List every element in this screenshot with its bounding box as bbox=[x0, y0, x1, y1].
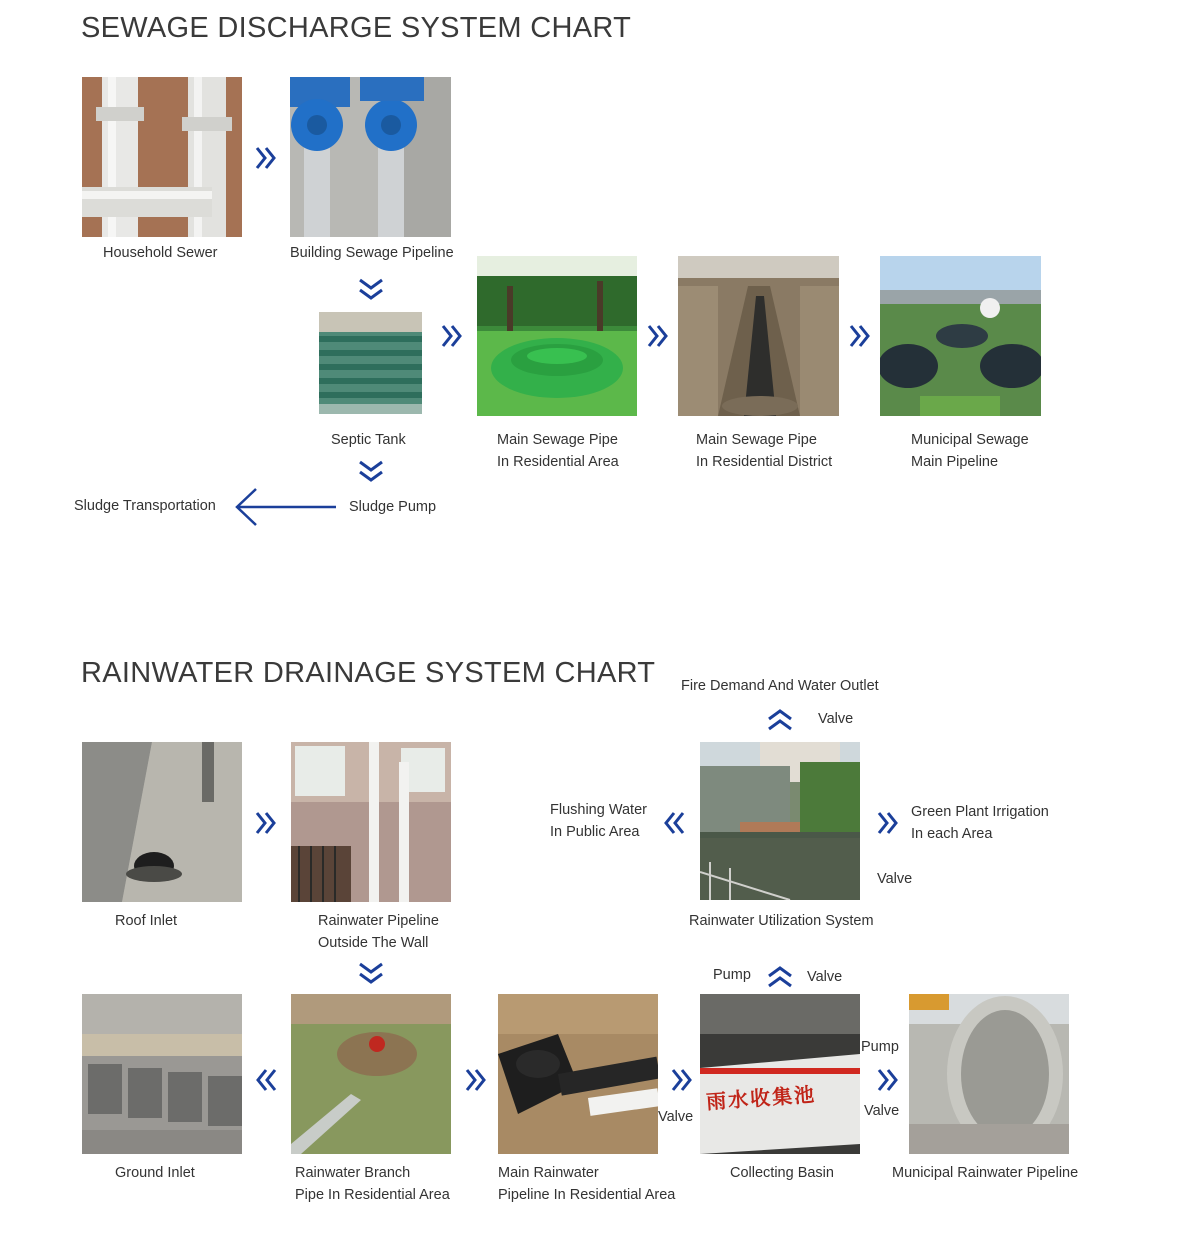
green-irrigation-label-1: Green Plant Irrigation bbox=[911, 804, 1049, 820]
main-sewage-pipe-district-photo bbox=[678, 256, 839, 416]
double-chevron-right-icon bbox=[462, 1066, 490, 1094]
valve-top-label: Valve bbox=[818, 711, 854, 727]
valve-basin-left-label: Valve bbox=[658, 1109, 694, 1125]
double-chevron-right-icon bbox=[252, 809, 280, 837]
main-rain-label-2: Pipeline In Residential Area bbox=[498, 1187, 676, 1203]
municipal-sewage-photo bbox=[880, 256, 1041, 416]
sewage-title: SEWAGE DISCHARGE SYSTEM CHART bbox=[81, 12, 632, 44]
double-chevron-right-icon bbox=[644, 322, 672, 350]
septic-tank-photo bbox=[319, 312, 422, 414]
main-pipe-area-label-2: In Residential Area bbox=[497, 454, 619, 470]
ground-inlet-photo bbox=[82, 994, 242, 1154]
main-rain-label-1: Main Rainwater bbox=[498, 1165, 599, 1181]
rainwater-utilization-photo bbox=[700, 742, 860, 900]
pipeline-outside-wall-photo bbox=[291, 742, 451, 902]
valve-right-label: Valve bbox=[877, 871, 913, 887]
flushing-label-2: In Public Area bbox=[550, 824, 640, 840]
fire-demand-label: Fire Demand And Water Outlet bbox=[681, 678, 879, 694]
long-arrow-left-icon bbox=[232, 486, 338, 528]
double-chevron-right-icon bbox=[668, 1066, 696, 1094]
flushing-label-1: Flushing Water bbox=[550, 802, 647, 818]
branch-label-2: Pipe In Residential Area bbox=[295, 1187, 450, 1203]
basin-sign-text: 雨水收集池 bbox=[705, 1082, 817, 1114]
double-chevron-down-icon bbox=[357, 276, 385, 304]
double-chevron-right-icon bbox=[438, 322, 466, 350]
branch-label-1: Rainwater Branch bbox=[295, 1165, 411, 1181]
pipeline-wall-label-2: Outside The Wall bbox=[318, 935, 429, 951]
municipal-rainwater-photo bbox=[909, 994, 1069, 1154]
main-sewage-pipe-area-photo bbox=[477, 256, 637, 416]
rainwater-branch-photo bbox=[291, 994, 451, 1154]
roof-inlet-photo bbox=[82, 742, 242, 902]
double-chevron-up-icon bbox=[766, 705, 794, 733]
double-chevron-down-icon bbox=[357, 458, 385, 486]
household-sewer-label: Household Sewer bbox=[103, 245, 218, 261]
collecting-basin-label: Collecting Basin bbox=[730, 1165, 834, 1181]
valve-mid-label: Valve bbox=[807, 969, 843, 985]
double-chevron-right-icon bbox=[874, 809, 902, 837]
building-pipeline-photo bbox=[290, 77, 451, 237]
roof-inlet-label: Roof Inlet bbox=[115, 913, 178, 929]
main-rainwater-pipeline-photo bbox=[498, 994, 658, 1154]
double-chevron-right-icon bbox=[846, 322, 874, 350]
pump-right-label: Pump bbox=[861, 1039, 899, 1055]
rainwater-title: RAINWATER DRAINAGE SYSTEM CHART bbox=[81, 657, 656, 689]
double-chevron-up-icon bbox=[766, 962, 794, 990]
sludge-transport-label: Sludge Transportation bbox=[74, 498, 216, 514]
double-chevron-right-icon bbox=[252, 144, 280, 172]
building-pipeline-label: Building Sewage Pipeline bbox=[290, 245, 454, 261]
utilization-label: Rainwater Utilization System bbox=[689, 913, 874, 929]
double-chevron-right-icon bbox=[874, 1066, 902, 1094]
pipeline-wall-label-1: Rainwater Pipeline bbox=[318, 913, 439, 929]
municipal-sewage-label-2: Main Pipeline bbox=[911, 454, 999, 470]
green-irrigation-label-2: In each Area bbox=[911, 826, 993, 842]
sludge-pump-label: Sludge Pump bbox=[349, 499, 437, 515]
main-pipe-district-label-2: In Residential District bbox=[696, 454, 833, 470]
septic-tank-label: Septic Tank bbox=[331, 432, 406, 448]
pump-mid-label: Pump bbox=[713, 967, 751, 983]
valve-right2-label: Valve bbox=[864, 1103, 900, 1119]
municipal-sewage-label-1: Municipal Sewage bbox=[911, 432, 1029, 448]
double-chevron-left-icon bbox=[660, 809, 688, 837]
double-chevron-down-icon bbox=[357, 960, 385, 988]
main-pipe-district-label-1: Main Sewage Pipe bbox=[696, 432, 817, 448]
municipal-rain-label: Municipal Rainwater Pipeline bbox=[892, 1165, 1079, 1181]
ground-inlet-label: Ground Inlet bbox=[115, 1165, 195, 1181]
collecting-basin-photo bbox=[700, 994, 860, 1154]
double-chevron-left-icon bbox=[252, 1066, 280, 1094]
household-sewer-photo bbox=[82, 77, 242, 237]
main-pipe-area-label-1: Main Sewage Pipe bbox=[497, 432, 618, 448]
